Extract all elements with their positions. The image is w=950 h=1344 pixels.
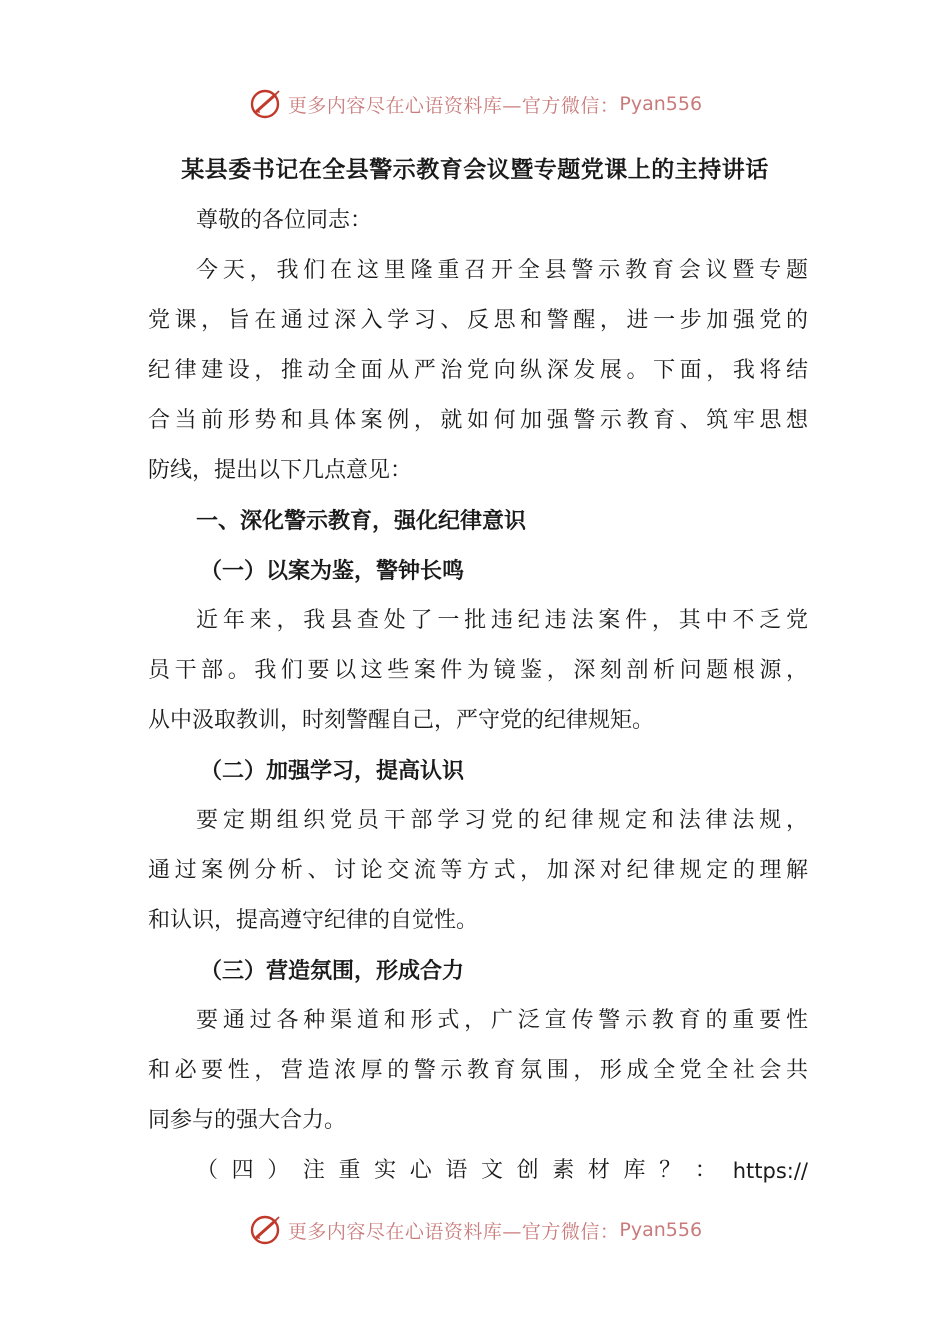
subsection-partial-line xyxy=(196,1146,808,1196)
subsection-heading: （二）加强学习，提高认识 xyxy=(200,758,465,784)
section-heading: 一、深化警示教育，强化纪律意识 xyxy=(196,508,527,534)
footer-watermark-banner xyxy=(0,1210,950,1250)
greeting: 尊敬的各位同志： xyxy=(196,208,373,233)
body-line: 要通过各种渠道和形式，广泛宣传警示教育的重要性 xyxy=(196,1008,808,1033)
subsection-partial-text: （四）注重实心语文创素材库？： xyxy=(196,1158,719,1183)
banner-wechat-id: Pyan556 xyxy=(619,93,703,115)
body-line: 和必要性，营造浓厚的警示教育氛围，形成全党全社会共 xyxy=(148,1058,808,1083)
body-line: 和认识，提高遵守纪律的自觉性。 xyxy=(148,908,479,933)
partial-url: https:// xyxy=(732,1159,808,1183)
body-line: 员干部。我们要以这些案件为镜鉴，深刻剖析问题根源， xyxy=(148,658,808,683)
intro-line: 今天，我们在这里隆重召开全县警示教育会议暨专题 xyxy=(196,258,808,283)
body-line: 同参与的强大合力。 xyxy=(148,1108,347,1133)
body-line: 从中汲取教训，时刻警醒自己，严守党的纪律规矩。 xyxy=(148,708,655,733)
banner-wechat-id: Pyan556 xyxy=(619,1219,703,1241)
body-line: 通过案例分析、讨论交流等方式，加深对纪律规定的理解 xyxy=(148,858,808,883)
document-title: 某县委书记在全县警示教育会议暨专题党课上的主持讲话 xyxy=(181,156,769,183)
subsection-heading: （三）营造氛围，形成合力 xyxy=(200,958,465,984)
subsection-heading: （一）以案为鉴，警钟长鸣 xyxy=(200,558,465,584)
intro-line: 合当前形势和具体案例，就如何加强警示教育、筑牢思想 xyxy=(148,408,808,433)
intro-line: 党课，旨在通过深入学习、反思和警醒，进一步加强党的 xyxy=(148,308,808,333)
pen-logo-icon xyxy=(248,86,284,122)
banner-text: 更多内容尽在心语资料库—官方微信： xyxy=(287,1220,620,1243)
body-line: 要定期组织党员干部学习党的纪律规定和法律法规， xyxy=(196,808,808,833)
intro-line: 纪律建设，推动全面从严治党向纵深发展。下面，我将结 xyxy=(148,358,808,383)
banner-text: 更多内容尽在心语资料库—官方微信： xyxy=(287,94,620,117)
body-line: 近年来，我县查处了一批违纪违法案件，其中不乏党 xyxy=(196,608,808,633)
intro-line: 防线，提出以下几点意见： xyxy=(148,458,413,483)
pen-logo-icon xyxy=(248,1212,284,1248)
header-watermark-banner xyxy=(0,84,950,124)
